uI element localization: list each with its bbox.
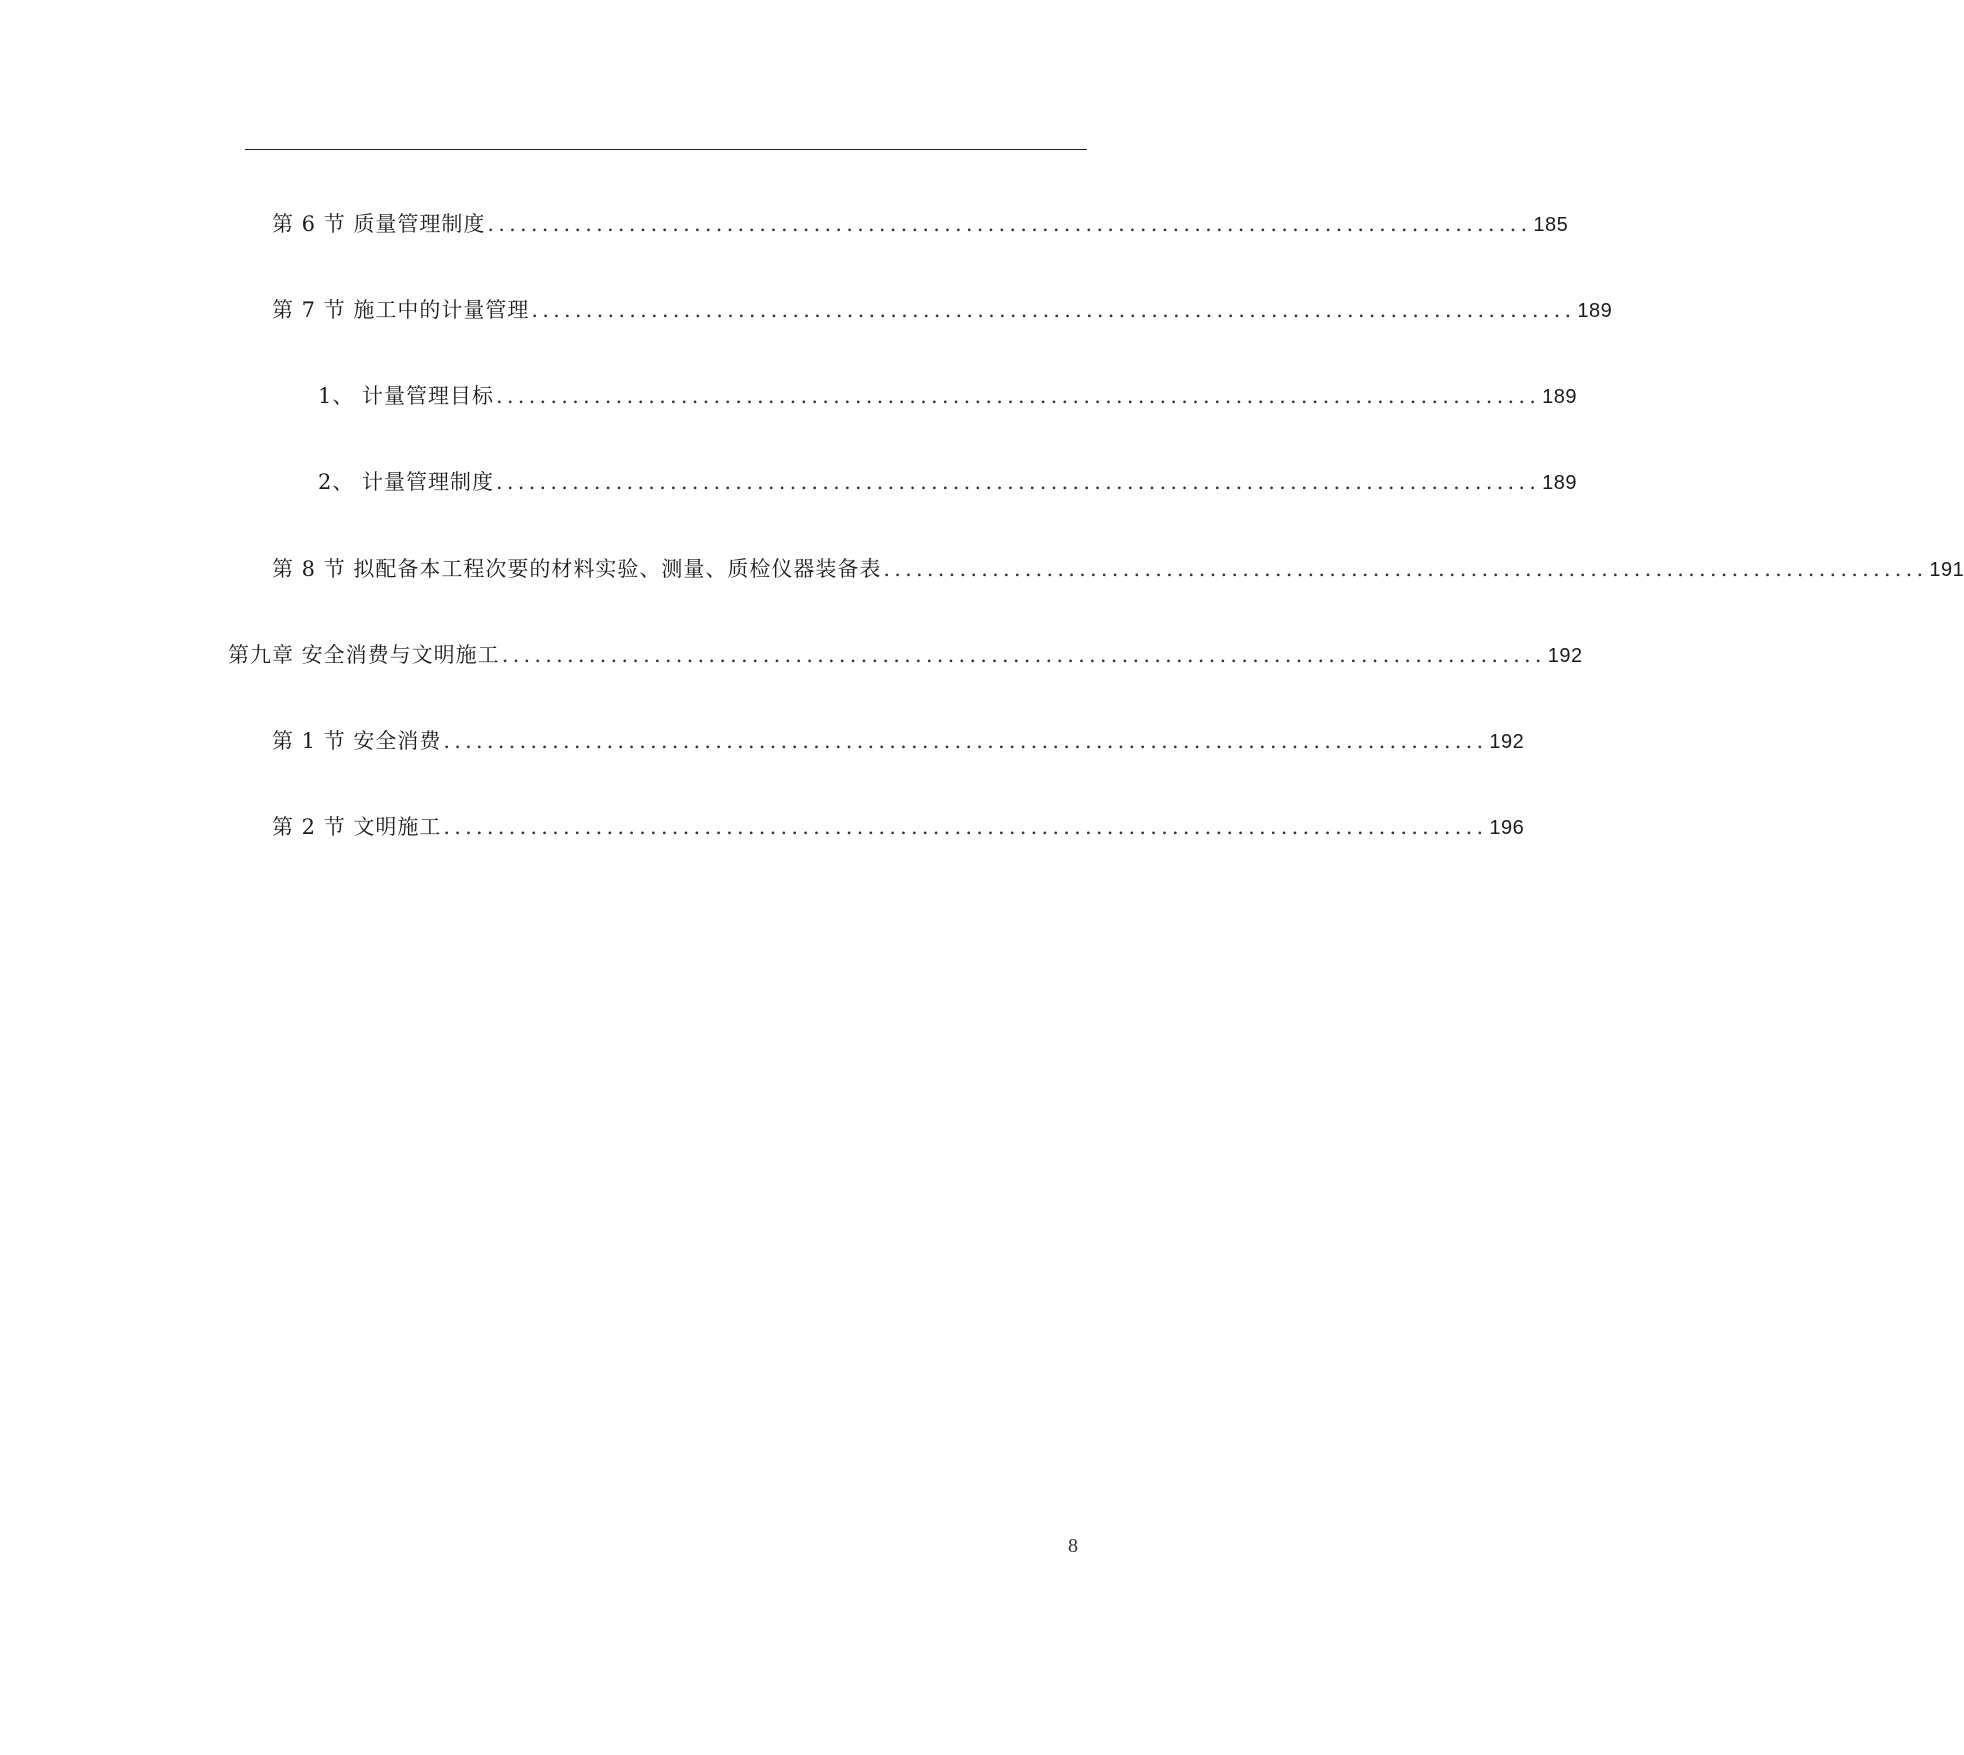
toc-entry-title: 第九章 安全消费与文明施工 <box>228 643 500 667</box>
toc-entry[interactable] <box>272 210 1569 239</box>
toc-entry-title: 第 2 节 文明施工 <box>272 815 442 839</box>
toc-entry-title: 2、 计量管理制度 <box>318 470 495 494</box>
page-number: 8 <box>1068 1535 1078 1557</box>
toc-entry[interactable] <box>318 382 1577 411</box>
toc-entry[interactable] <box>272 727 1525 756</box>
toc-entry[interactable] <box>272 555 1964 584</box>
toc-leader-dots: ................................................................................................ <box>487 212 1532 236</box>
toc-leader-dots: ................................................................................................ <box>443 729 1488 753</box>
toc-entry[interactable] <box>272 296 1613 325</box>
toc-entry-title: 第 8 节 拟配备本工程次要的材料实验、测量、质检仪器装备表 <box>272 557 882 581</box>
toc-leader-dots: ................................................................................................ <box>531 298 1576 322</box>
toc-leader-dots: ................................................................................................ <box>496 470 1541 494</box>
toc-entry[interactable] <box>272 813 1525 842</box>
toc-entry[interactable] <box>318 468 1577 497</box>
toc-page-number: 189 <box>1577 300 1613 322</box>
toc-leader-dots: ................................................................................................ <box>496 384 1541 408</box>
toc-leader-dots: ................................................................................................ <box>443 815 1488 839</box>
toc-entry[interactable] <box>228 641 1583 670</box>
toc-entry-title: 1、 计量管理目标 <box>318 384 495 408</box>
toc-leader-dots: ................................................................................................ <box>883 557 1928 581</box>
toc-leader-dots: ................................................................................................ <box>501 643 1546 667</box>
toc-entry-title: 第 7 节 施工中的计量管理 <box>272 298 530 322</box>
toc-entry-title: 第 6 节 质量管理制度 <box>272 212 486 236</box>
toc-entry-title: 第 1 节 安全消费 <box>272 729 442 753</box>
toc-page-number: 189 <box>1542 386 1577 408</box>
toc-page-number: 191 <box>1929 559 1964 581</box>
toc-page-number: 196 <box>1489 817 1525 839</box>
toc-page-number: 189 <box>1542 472 1577 494</box>
toc-page-number: 192 <box>1489 731 1525 753</box>
toc-page-number: 185 <box>1533 214 1569 236</box>
toc-page-number: 192 <box>1547 645 1583 667</box>
